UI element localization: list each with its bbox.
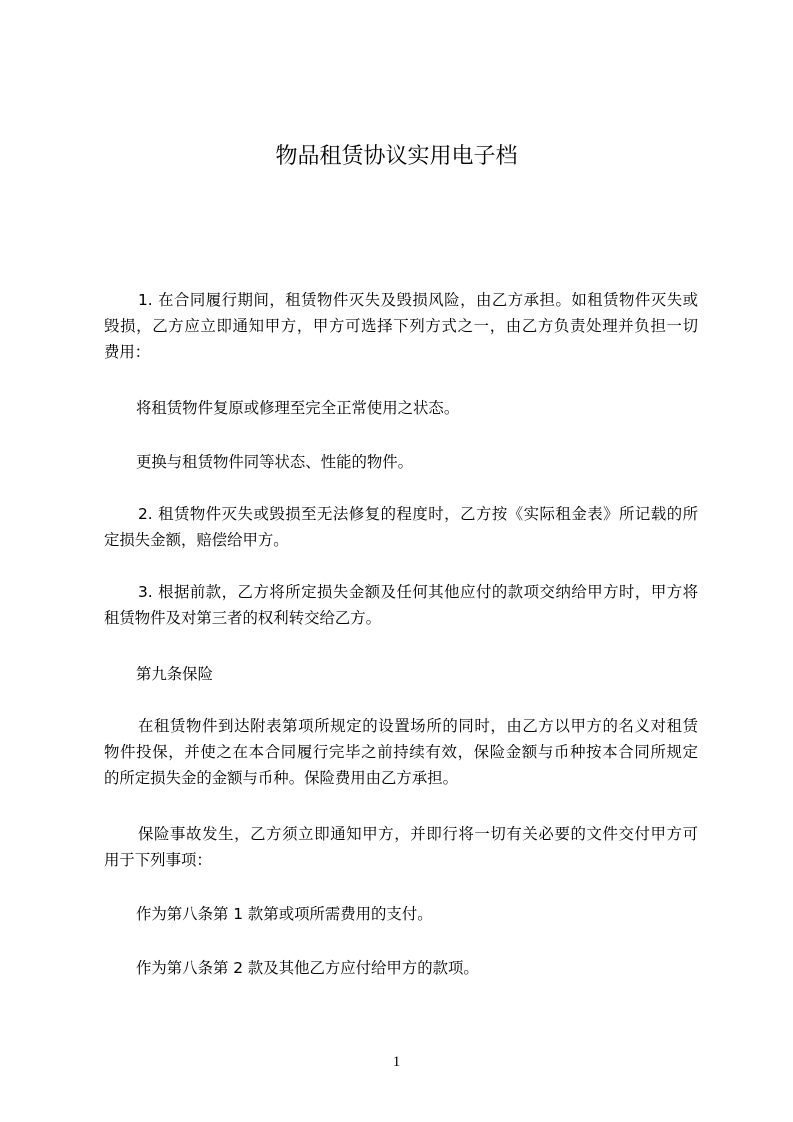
paragraph-5 <box>104 579 698 631</box>
text-line: 毁损，乙方应立即通知甲方，甲方可选择下列方式之一，由乙方负责处理并负担一切 <box>104 317 698 335</box>
text-line: 将租赁物件复原或修理至完全正常使用之状态。 <box>136 399 460 417</box>
paragraph-9 <box>104 901 698 927</box>
paragraph-4 <box>104 501 698 553</box>
text-line: 作为第八条第 1 款第或项所需费用的支付。 <box>136 905 433 923</box>
text-line: 租赁物件及对第三者的权利转交给乙方。 <box>104 609 382 627</box>
paragraph-1 <box>104 287 698 365</box>
text-line: 的所定损失金的金额与币种。保险费用由乙方承担。 <box>104 769 458 787</box>
document-title: 物品租赁协议实用电子档 <box>275 144 518 169</box>
text-line: 作为第八条第 2 款及其他乙方应付给甲方的款项。 <box>136 959 479 977</box>
text-line: 2. 租赁物件灭失或毁损至无法修复的程度时，乙方按《实际租金表》所记载的所 <box>138 505 698 523</box>
text-line: 定损失金额，赔偿给甲方。 <box>104 531 289 549</box>
paragraph-3 <box>104 449 698 475</box>
page-number: 1 <box>392 1054 401 1070</box>
text-line: 保险事故发生，乙方须立即通知甲方，并即行将一切有关必要的文件交付甲方可 <box>138 825 698 843</box>
text-line: 更换与租赁物件同等状态、性能的物件。 <box>136 453 414 471</box>
paragraph-8 <box>104 821 698 873</box>
text-line: 费用： <box>104 343 151 361</box>
section-heading-article-9 <box>104 661 698 687</box>
text-line: 第九条保险 <box>136 665 213 683</box>
text-line: 1. 在合同履行期间，租赁物件灭失及毁损风险，由乙方承担。如租赁物件灭失或 <box>138 291 698 309</box>
text-line: 3. 根据前款，乙方将所定损失金额及任何其他应付的款项交纳给甲方时，甲方将 <box>138 583 698 601</box>
paragraph-2 <box>104 395 698 421</box>
paragraph-10 <box>104 955 698 981</box>
text-line: 物件投保，并使之在本合同履行完毕之前持续有效，保险金额与币种按本合同所规定 <box>104 743 698 761</box>
text-line: 用于下列事项： <box>104 851 212 869</box>
paragraph-7 <box>104 713 698 791</box>
text-line: 在租赁物件到达附表第项所规定的设置场所的同时，由乙方以甲方的名义对租赁 <box>138 717 698 735</box>
